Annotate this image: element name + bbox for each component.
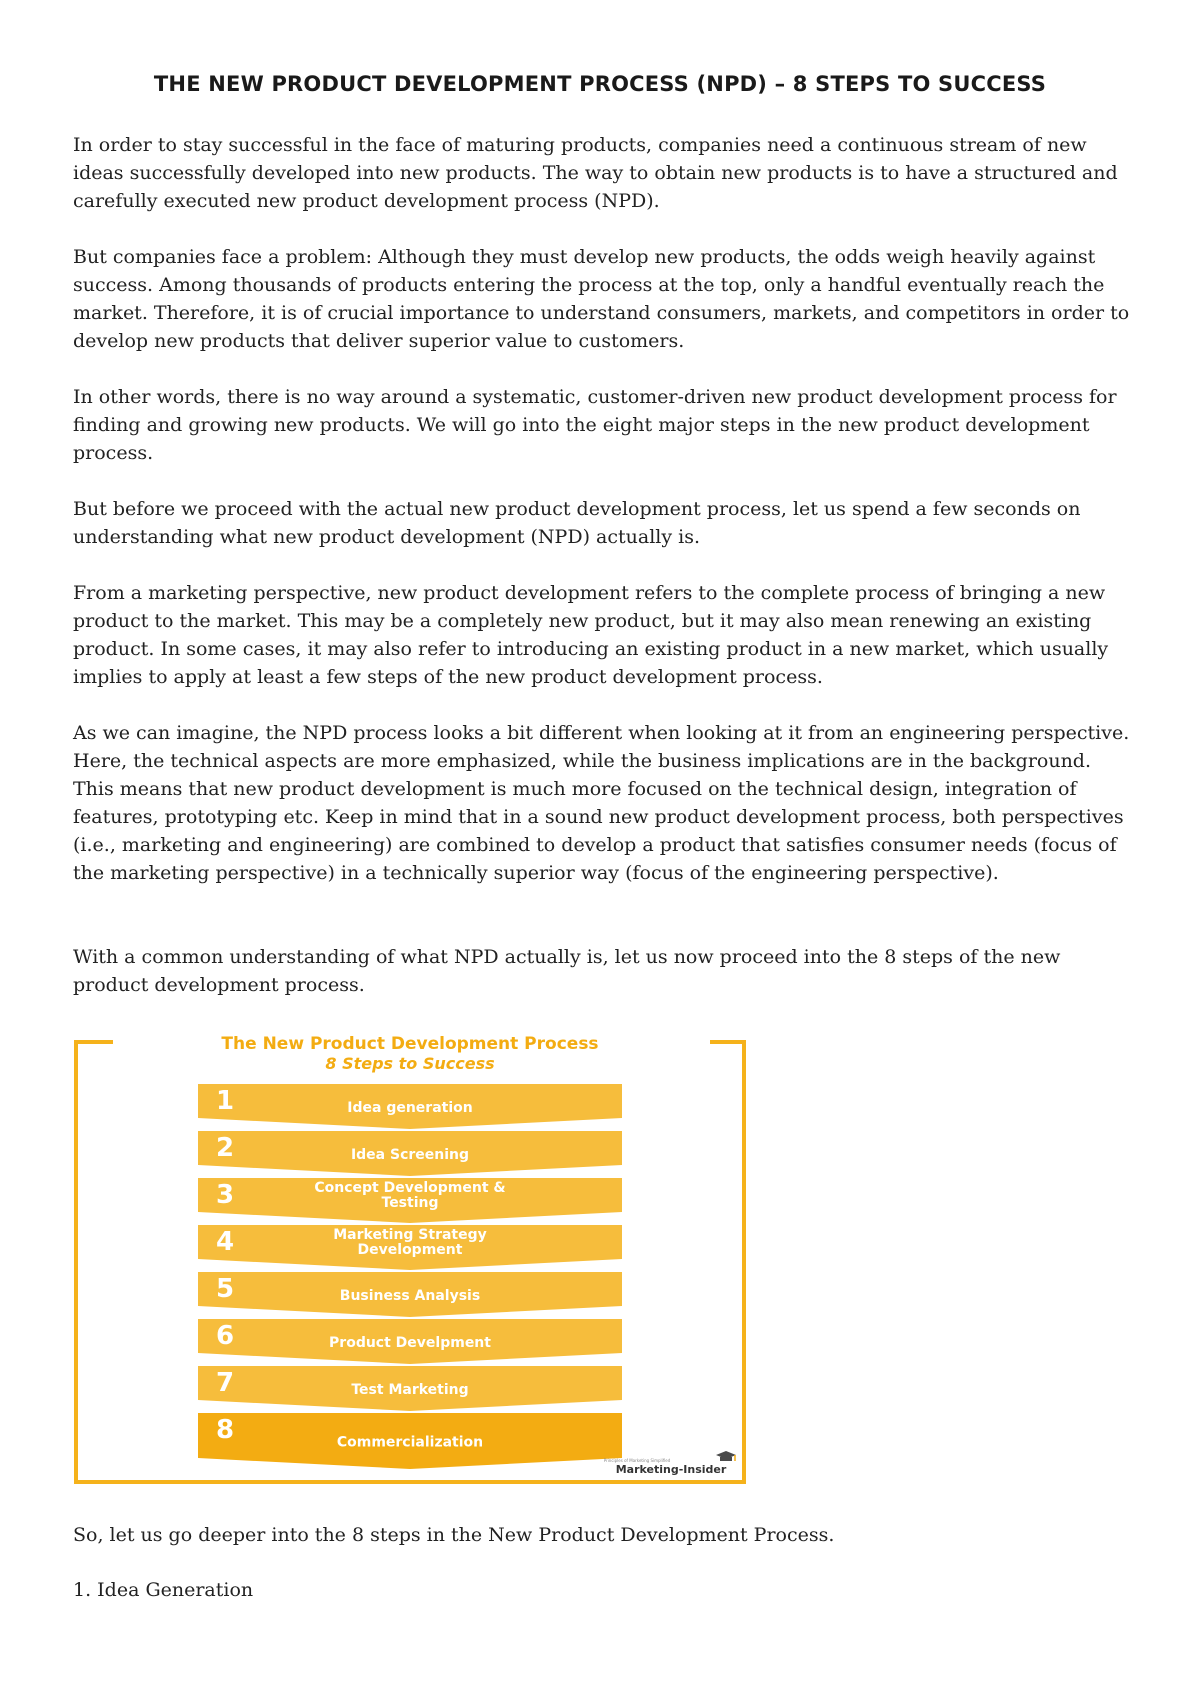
paragraph-2: But companies face a problem: Although they must develop new products, the odds weigh heavily against success. Among thousands of products entering the process at the top, only a handful eventually reach the market. Therefore, it is of crucial importance to understand consumers, markets, and competitors in order to develop new products that deliver superior value to customers.	[73, 246, 1130, 352]
npd-step-label: Test Marketing	[351, 1382, 469, 1398]
paragraph-7: With a common understanding of what NPD actually is, let us now proceed into the 8 steps of the new product development process.	[73, 946, 1061, 996]
npd-step-number: 4	[216, 1227, 235, 1257]
npd-step-number: 1	[216, 1086, 235, 1116]
figure-subtitle: 8 Steps to Success	[325, 1054, 495, 1073]
npd-step-8	[198, 1413, 622, 1469]
logo-text: Marketing-Insider	[615, 1463, 727, 1476]
npd-step-number: 6	[216, 1321, 235, 1351]
logo-tagline: Principles of Marketing Simplified	[603, 1458, 671, 1463]
npd-step-label: Marketing Strategy	[333, 1227, 487, 1243]
npd-step-number: 7	[216, 1368, 235, 1398]
npd-step-label: Business Analysis	[339, 1288, 481, 1304]
npd-step-5	[198, 1272, 622, 1317]
section-heading-idea-generation: 1. Idea Generation	[73, 1579, 254, 1601]
npd-step-2	[198, 1131, 622, 1176]
npd-step-label: Testing	[381, 1195, 439, 1211]
npd-step-6	[198, 1319, 622, 1364]
graduation-cap-base	[720, 1457, 732, 1461]
npd-steps	[198, 1084, 622, 1469]
figure-title: The New Product Development Process	[221, 1034, 599, 1054]
marketing-insider-logo	[604, 1451, 736, 1476]
npd-step-label: Concept Development &	[314, 1180, 506, 1196]
paragraph-8: So, let us go deeper into the 8 steps in the New Product Development Process.	[73, 1524, 835, 1546]
npd-step-label: Commercialization	[336, 1434, 484, 1451]
npd-step-7	[198, 1366, 622, 1411]
npd-step-4	[198, 1225, 622, 1270]
npd-step-number: 3	[216, 1180, 235, 1210]
npd-step-number: 5	[216, 1274, 235, 1304]
paragraph-6: As we can imagine, the NPD process looks a bit different when looking at it from an engineering perspective. Here, the technical aspects are more emphasized, while the business implications are in the background. This means that new product development is much more focused on the technical design, integration of features, prototyping etc. Keep in mind that in a sound new product development process, both perspectives (i.e., marketing and engineering) are combined to develop a product that satisfies consumer needs (focus of the marketing perspective) in a technically superior way (focus of the engineering perspective).	[73, 722, 1130, 884]
paragraph-5: From a marketing perspective, new product development refers to the complete process of bringing a new product to the market. This may be a completely new product, but it may also mean renewing an existing product. In some cases, it may also refer to introducing an existing product in a new market, which usually implies to apply at least a few steps of the new product development process.	[73, 582, 1109, 688]
npd-step-number: 8	[216, 1415, 235, 1445]
paragraph-1: In order to stay successful in the face of maturing products, companies need a continuous stream of new ideas successfully developed into new products. The way to obtain new products is to have a structured and carefully executed new product development process (NPD).	[73, 134, 1118, 212]
npd-step-label: Development	[357, 1242, 463, 1258]
npd-step-label: Product Develpment	[329, 1335, 491, 1351]
npd-step-3	[198, 1178, 622, 1223]
paragraph-4: But before we proceed with the actual new product development process, let us spend a few seconds on understanding what new product development (NPD) actually is.	[73, 498, 1081, 548]
paragraph-3: In other words, there is no way around a systematic, customer-driven new product development process for finding and growing new products. We will go into the eight major steps in the new product development process.	[73, 386, 1117, 464]
document-title: THE NEW PRODUCT DEVELOPMENT PROCESS (NPD) – 8 STEPS TO SUCCESS	[153, 72, 1047, 96]
npd-step-label: Idea generation	[347, 1100, 473, 1116]
npd-infographic-svg	[73, 1030, 748, 1486]
npd-infographic	[73, 1030, 748, 1486]
npd-step-label: Idea Screening	[350, 1147, 470, 1163]
npd-step-number: 2	[216, 1133, 235, 1163]
npd-step-1	[198, 1084, 622, 1129]
